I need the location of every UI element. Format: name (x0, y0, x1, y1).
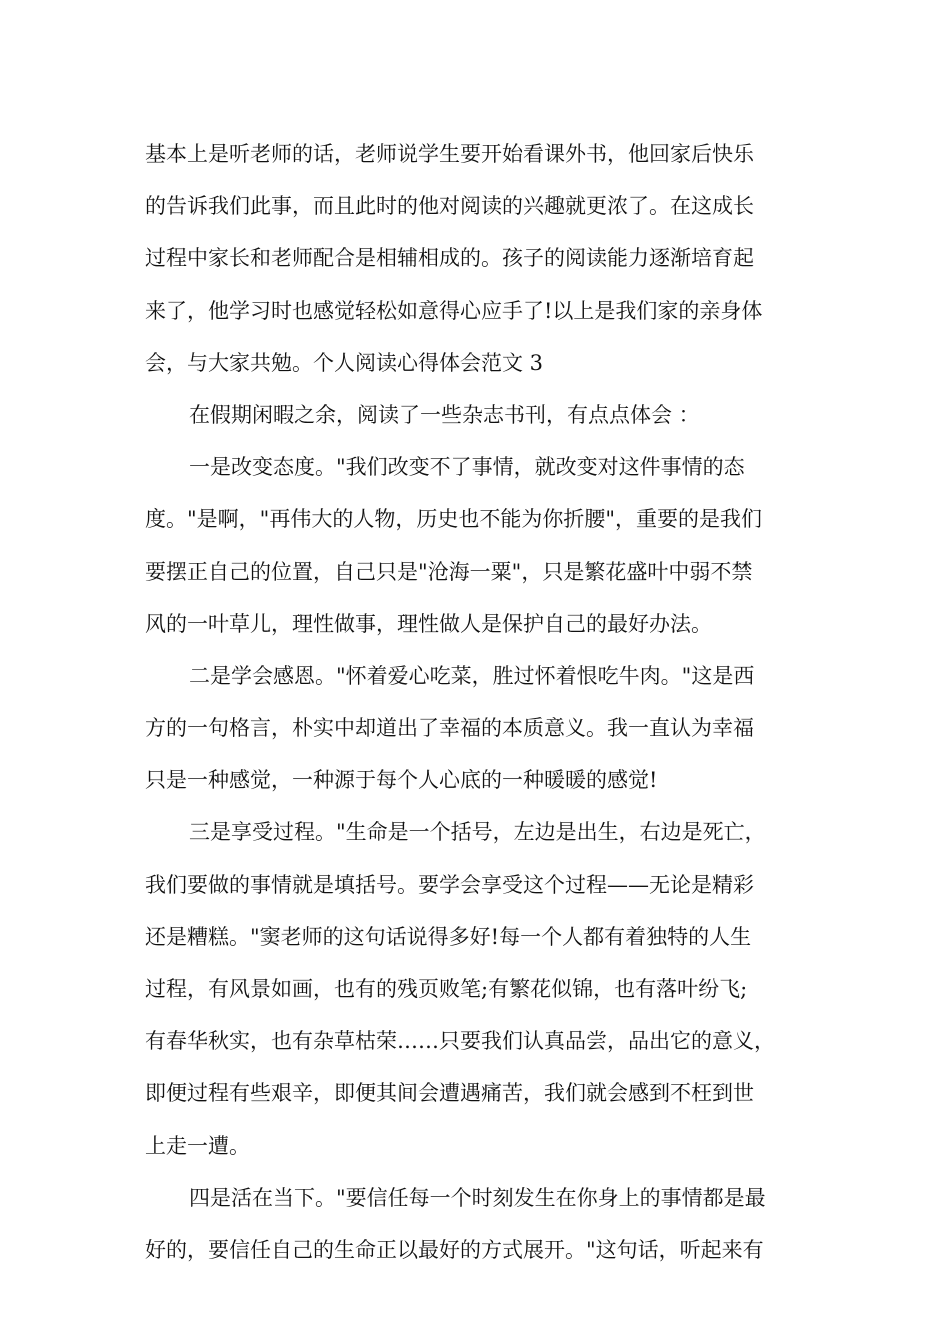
text-line: 我们要做的事情就是填括号。要学会享受这个过程——无论是精彩 (145, 872, 754, 897)
paragraph-first-line: 二是学会感恩。"怀着爱心吃菜，胜过怀着恨吃牛肉。"这是西 (189, 663, 755, 688)
text-line: 的告诉我们此事，而且此时的他对阅读的兴趣就更浓了。在这成长 (145, 194, 754, 219)
text-line: 方的一句格言，朴实中却道出了幸福的本质意义。我一直认为幸福 (145, 716, 754, 741)
text-line: 过程中家长和老师配合是相辅相成的。孩子的阅读能力逐渐培育起 (145, 246, 754, 271)
text-line: 上走一遭。 (145, 1133, 250, 1158)
text-line: 会，与大家共勉。个人阅读心得体会范文 3 (145, 350, 544, 375)
text-line: 只是一种感觉，一种源于每个人心底的一种暖暖的感觉! (145, 768, 658, 793)
text-line: 风的一叶草儿，理性做事，理性做人是保护自己的最好办法。 (145, 611, 712, 636)
paragraph-first-line: 三是享受过程。"生命是一个括号，左边是出生，右边是死亡， (189, 820, 766, 845)
text-line: 要摆正自己的位置，自己只是"沧海一粟"，只是繁花盛叶中弱不禁 (145, 559, 753, 584)
text-line: 还是糟糕。"窦老师的这句话说得多好!每一个人都有着独特的人生 (145, 924, 752, 949)
text-line: 度。"是啊，"再伟大的人物，历史也不能为你折腰"，重要的是我们 (145, 507, 762, 532)
paragraph-first-line: 四是活在当下。"要信任每一个时刻发生在你身上的事情都是最 (189, 1185, 766, 1210)
text-line: 好的，要信任自己的生命正以最好的方式展开。"这句话，听起来有 (145, 1237, 764, 1262)
text-line: 基本上是听老师的话，老师说学生要开始看课外书，他回家后快乐 (145, 142, 754, 166)
text-line: 来了，他学习时也感觉轻松如意得心应手了!以上是我们家的亲身体 (145, 298, 763, 323)
text-line: 有春华秋实，也有杂草枯荣……只要我们认真品尝，品出它的意义， (145, 1029, 775, 1054)
document-body (145, 128, 825, 1276)
text-line: 过程，有风景如画，也有的残页败笔;有繁花似锦，也有落叶纷飞; (145, 977, 748, 1001)
paragraph-first-line: 一是改变态度。"我们改变不了事情，就改变对这件事情的态 (189, 455, 745, 480)
paragraph-first-line: 在假期闲暇之余，阅读了一些杂志书刊，有点点体会 ： (189, 402, 700, 427)
text-line: 即便过程有些艰辛，即便其间会遭遇痛苦，我们就会感到不枉到世 (145, 1081, 754, 1106)
